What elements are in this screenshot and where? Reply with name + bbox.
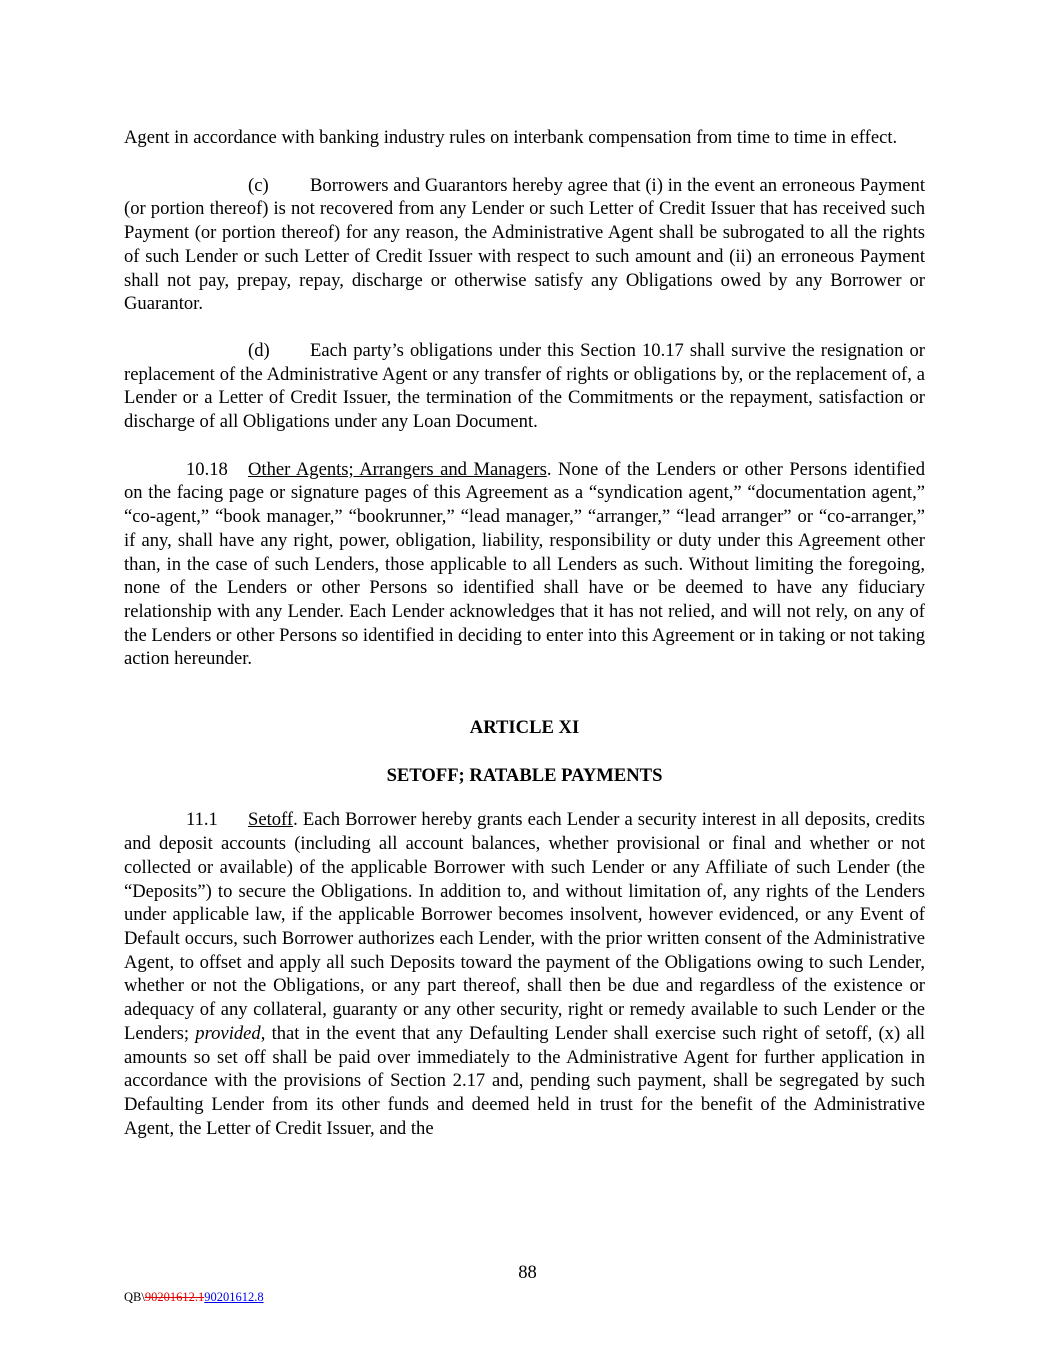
paragraph-c-text: Borrowers and Guarantors hereby agree that (i) in the event an erroneous Payment (or portion thereof) is not recovered from any Lender or such Letter of Credit Issuer that has received such Payment (or portion thereof) for any reason, the Administrative Agent shall be subrogated to all the rights of such Lender or such Letter of Credit Issuer with respect to such amount and (ii) an erroneous Payment shall not pay, prepay, repay, discharge or otherwise satisfy any Obligations owed by any Borrower or Guarantor. bbox=[124, 174, 925, 315]
continuation-paragraph: Agent in accordance with banking industry rules on interbank compensation from time to time in effect. bbox=[124, 127, 898, 148]
document-id-prefix: QB\ bbox=[124, 1290, 145, 1304]
paragraph-d bbox=[124, 339, 925, 434]
paragraph-d-label: (d) bbox=[248, 339, 270, 361]
paragraph-d-text: Each party’s obligations under this Section 10.17 shall survive the resignation or replacement of the Administrative Agent or any transfer of rights or obligations by, or the replacement of, a Lender or a Letter of Credit Issuer, the termination of the Commitments or the repayment, satisfaction or discharge of all Obligations under any Loan Document. bbox=[124, 339, 925, 433]
section-11-1 bbox=[124, 808, 925, 1140]
provided-term: provided bbox=[195, 1022, 261, 1044]
document-page bbox=[124, 126, 925, 1140]
document-id-deleted: 90201612.1 bbox=[144, 1290, 205, 1304]
section-10-18-text: . None of the Lenders or other Persons identified on the facing page or signature pages of this Agreement as a “syndication agent,” “documentation agent,” “co-agent,” “book manager,” “bookrunner,” “lead manager,” “arranger,” “lead arranger” or “co-arranger,” if any, shall have any right, power, obligation, liability, responsibility or duty under this Agreement other than, in the case of such Lenders, those applicable to all Lenders as such. Without limiting the foregoing, none of the Lenders or other Persons so identified shall have or be deemed to have any fiduciary relationship with any Lender. Each Lender acknowledges that it has not relied, and will not rely, on any of the Lenders or other Persons so identified in deciding to enter into this Agreement or in taking or not taking action hereunder. bbox=[124, 458, 925, 670]
section-10-18-number: 10.18 bbox=[186, 458, 228, 480]
document-id bbox=[124, 1290, 264, 1305]
section-11-1-text-a: . Each Borrower hereby grants each Lender a security interest in all deposits, credits and deposit accounts (including all account balances, whether provisional or final and whether or not collected or available) of the applicable Borrower with such Lender or any Affiliate of such Lender (the “Deposits”) to secure the Obligations. In addition to, and without limitation of, any rights of the Lenders under applicable law, if the applicable Borrower becomes insolvent, however evidenced, or any Event of Default occurs, such Borrower authorizes each Lender, with the prior written consent of the Administrative Agent, to offset and apply all such Deposits toward the payment of the Obligations owing to such Lender, whether or not the Obligations, or any part thereof, shall then be due and regardless of the existence or adequacy of any collateral, guaranty or any other security, right or remedy available to such Lender or the Lenders; bbox=[124, 809, 925, 1044]
section-10-18 bbox=[124, 458, 925, 671]
section-11-1-title: Setoff bbox=[248, 809, 294, 831]
section-10-18-title: Other Agents; Arrangers and Managers bbox=[248, 458, 547, 480]
paragraph-c-label: (c) bbox=[248, 174, 269, 196]
paragraph-c bbox=[124, 174, 925, 316]
article-heading: ARTICLE XI bbox=[469, 717, 580, 739]
page-number: 88 bbox=[518, 1262, 537, 1283]
article-title: SETOFF; RATABLE PAYMENTS bbox=[386, 764, 663, 786]
document-id-inserted: 90201612.8 bbox=[204, 1290, 264, 1304]
section-11-1-number: 11.1 bbox=[186, 809, 218, 831]
section-11-1-text-b: , that in the event that any Defaulting Lender shall exercise such right of setoff, (x) all amounts so set off shall be paid over immediately to the Administrative Agent for further application in accordance with the provisions of Section 2.17 and, pending such payment, shall be segregated by such Defaulting Lender from its other funds and deemed held in trust for the benefit of the Administrative Agent, the Letter of Credit Issuer, and the bbox=[124, 1022, 925, 1139]
